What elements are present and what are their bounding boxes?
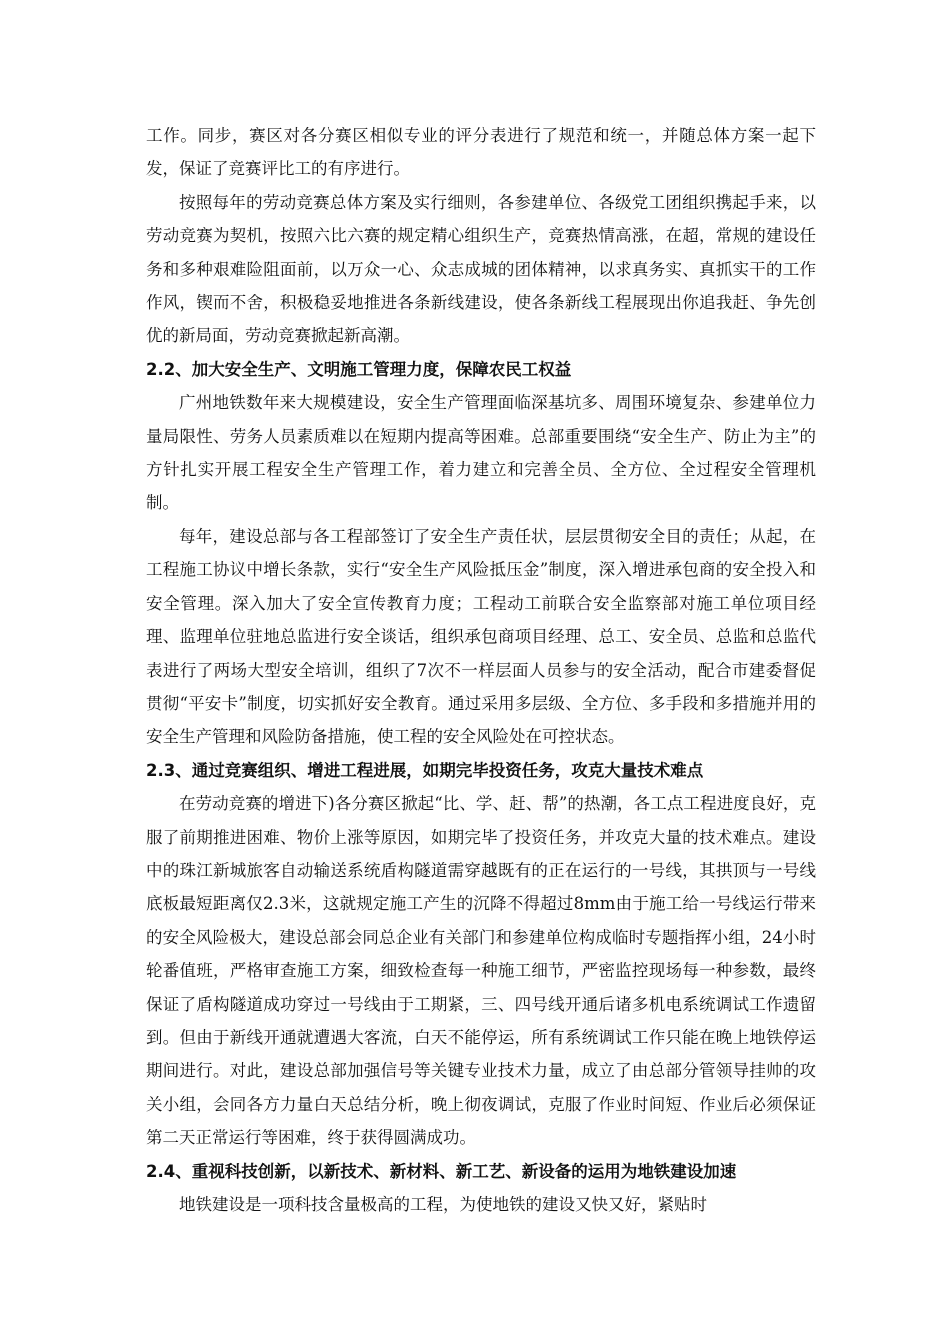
document-body bbox=[146, 119, 816, 1221]
section-heading: 2.2、加大安全生产、文明施工管理力度，保障农民工权益 bbox=[146, 359, 572, 379]
paragraph: 工作。同步，赛区对各分赛区相似专业的评分表进行了规范和统一，并随总体方案一起下发，保证了竞赛评比工的有序进行。 bbox=[146, 126, 816, 179]
paragraph: 每年，建设总部与各工程部签订了安全生产责任状，层层贯彻安全目的责任；从起，在工程施工协议中增长条款，实行“安全生产风险抵压金”制度，深入增进承包商的安全投入和安全管理。深入加大了安全宣传教育力度；工程动工前联合安全监察部对施工单位项目经理、监理单位驻地总监进行安全谈话，组织承包商项目经理、总工、安全员、总监和总监代表进行了两场大型安全培训，组织了7次不一样层面人员参与的安全活动，配合市建委督促贯彻“平安卡”制度，切实抓好安全教育。通过采用多层级、全方位、多手段和多措施并用的安全生产管理和风险防备措施，使工程的安全风险处在可控状态。 bbox=[146, 526, 816, 747]
section-heading: 2.3、通过竞赛组织、增进工程进展，如期完毕投资任务，攻克大量技术难点 bbox=[146, 760, 704, 780]
paragraph: 广州地铁数年来大规模建设，安全生产管理面临深基坑多、周围环境复杂、参建单位力量局限性、劳务人员素质难以在短期内提高等困难。总部重要围绕“安全生产、防止为主”的方针扎实开展工程安全生产管理工作，着力建立和完善全员、全方位、全过程安全管理机制。 bbox=[146, 393, 816, 513]
paragraph: 在劳动竞赛的增进下)各分赛区掀起“比、学、赶、帮”的热潮，各工点工程进度良好，克服了前期推进困难、物价上涨等原因，如期完毕了投资任务，并攻克大量的技术难点。建设中的珠江新城旅客自动输送系统盾构隧道需穿越既有的正在运行的一号线，其拱顶与一号线底板最短距离仅2.3米，这就规定施工产生的沉降不得超过8mm由于施工给一号线运行带来的安全风险极大，建设总部会同总企业有关部门和参建单位构成临时专题指挥小组，24小时轮番值班，严格审查施工方案，细致检查每一种施工细节，严密监控现场每一种参数，最终保证了盾构隧道成功穿过一号线由于工期紧，三、四号线开通后诸多机电系统调试工作遗留到。但由于新线开通就遭遇大客流，白天不能停运，所有系统调试工作只能在晚上地铁停运期间进行。对此，建设总部加强信号等关键专业技术力量，成立了由总部分管领导挂帅的攻关小组，会同各方力量白天总结分析，晚上彻夜调试，克服了作业时间短、作业后必须保证第二天正常运行等困难，终于获得圆满成功。 bbox=[146, 794, 816, 1148]
section-heading: 2.4、重视科技创新，以新技术、新材料、新工艺、新设备的运用为地铁建设加速 bbox=[146, 1161, 737, 1181]
paragraph: 按照每年的劳动竞赛总体方案及实行细则，各参建单位、各级党工团组织携起手来，以劳动竞赛为契机，按照六比六赛的规定精心组织生产，竞赛热情高涨，在超，常规的建设任务和多种艰难险阻面前，以万众一心、众志成城的团体精神，以求真务实、真抓实干的工作作风，锲而不舍，积极稳妥地推进各条新线建设，使各条新线工程展现出你追我赶、争先创优的新局面，劳动竞赛掀起新高潮。 bbox=[146, 192, 816, 346]
paragraph: 地铁建设是一项科技含量极高的工程，为使地铁的建设又快又好，紧贴时 bbox=[179, 1195, 707, 1214]
